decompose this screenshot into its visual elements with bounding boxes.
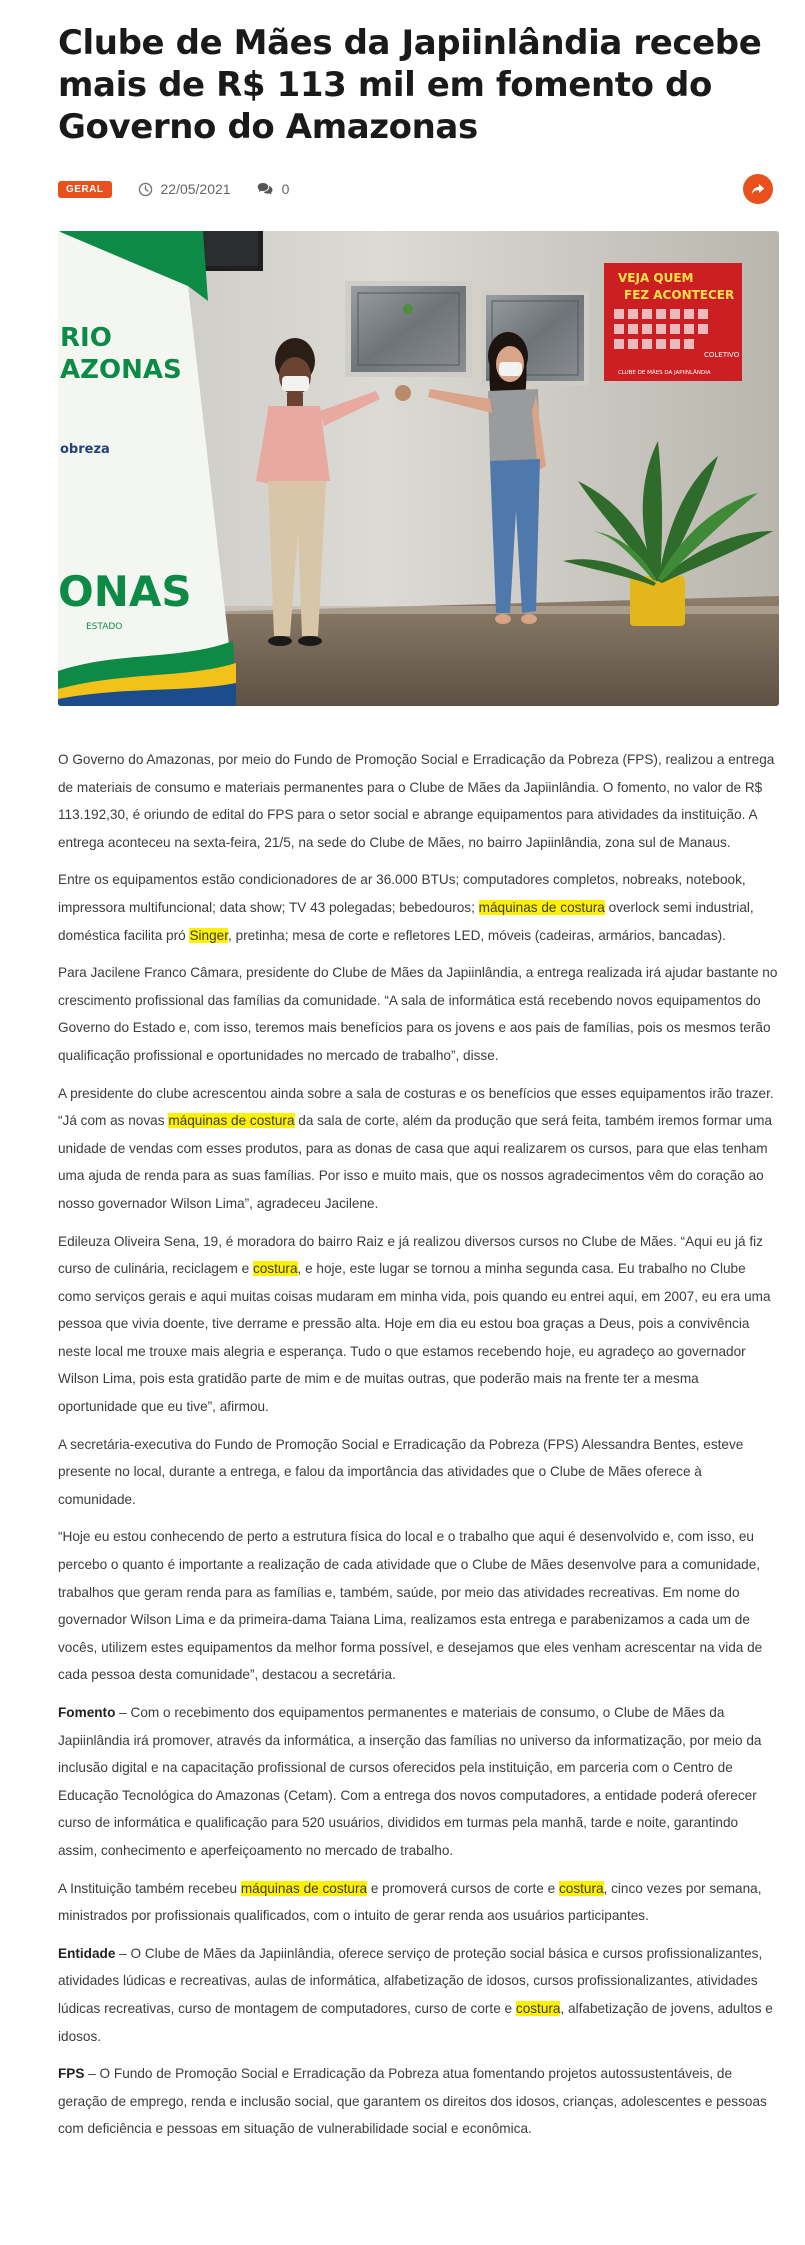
highlight: máquinas de costura xyxy=(240,1880,368,1896)
svg-text:FEZ ACONTECER: FEZ ACONTECER xyxy=(624,288,735,302)
svg-text:CLUBE DE MÃES DA JAPIINLÂNDIA: CLUBE DE MÃES DA JAPIINLÂNDIA xyxy=(618,370,711,376)
article-meta xyxy=(58,172,779,206)
comments-icon xyxy=(257,182,274,196)
svg-text:ESTADO: ESTADO xyxy=(86,622,123,632)
highlight: máquinas de costura xyxy=(168,1113,295,1129)
highlight: costura xyxy=(515,2000,561,2016)
lead-fps: FPS xyxy=(58,2066,85,2082)
paragraph-3: Para Jacilene Franco Câmara, presidente do Clube de Mães da Japiinlândia, a entrega realizada irá ajudar bastante no crescimento profissional das famílias da comunidade. “A sala de informática está recebendo novos equipamentos do Governo do Estado e, com isso, teremos mais benefícios para os jovens e aos pais de famílias, pois os mesmos terão qualificação profissional e oportunidades no mercado de trabalho”, disse. xyxy=(58,965,778,1063)
date-meta xyxy=(138,181,231,197)
lead-fomento: Fomento xyxy=(58,1705,116,1720)
paragraph-1: O Governo do Amazonas, por meio do Fundo de Promoção Social e Erradicação da Pobreza (FPS), realizou a entrega de materiais de consumo e materiais permanentes para o Clube de Mães da Japiinlândia. O fomento, no valor de R$ 113.192,30, é oriundo de edital do FPS para o setor social e abrange equipamentos para atividades da instituição. A entrega aconteceu na sexta-feira, 21/5, na sede do Clube de Mães, no bairro Japiinlândia, zona sul de Manaus. xyxy=(58,752,775,850)
comments-count: 0 xyxy=(281,181,290,197)
svg-text:VEJA QUEM: VEJA QUEM xyxy=(618,271,694,285)
article-title: Clube de Mães da Japiinlândia recebe mais de R$ 113 mil em fomento do Governo do Amazonas xyxy=(58,23,762,147)
svg-text:obreza: obreza xyxy=(60,442,110,457)
paragraph-9: A Instituição também recebeu máquinas de costura e promoverá cursos de corte e costura, cinco vezes por semana, ministrados por profissionais qualificados, com o intuito de gerar renda aos usuários participantes. xyxy=(58,1880,762,1924)
paragraph-5: Edileuza Oliveira Sena, 19, é moradora do bairro Raiz e já realizou diversos cursos no Clube de Mães. “Aqui eu já fiz curso de culinária, reciclagem e costura, e hoje, este lugar se tornou a minha segunda casa. Eu trabalho no Clube como serviços gerais e aqui muitas coisas mudaram em minha vida, pois quando eu entrei aqui, em 2007, eu era uma pessoa que vivia doente, tive derrame e pressão alta. Hoje em dia eu estou boa graças a Deus, pois a convivência neste local me trouxe mais alegria e esperança. Tudo o que estamos recebendo hoje, eu agradeço ao governador Wilson Lima, pois esta gratidão parte de mim e de muitas outras, que poderão mais na frente ter a mesma oportunidade que eu tive”, afirmou. xyxy=(58,1233,771,1415)
article-body xyxy=(58,746,779,2143)
publish-date: 22/05/2021 xyxy=(160,181,231,197)
highlight: Singer xyxy=(189,927,229,943)
highlight: costura xyxy=(252,1261,298,1277)
clock-icon xyxy=(138,182,153,197)
paragraph-4: A presidente do clube acrescentou ainda sobre a sala de costuras e os benefícios que esses equipamentos irão trazer. “Já com as novas máquinas de costura da sala de corte, além da produção que será feita, também iremos formar uma unidade de vendas com esses produtos, para as donas de casa que aqui realizarem os cursos, para que elas tenham uma ajuda de renda para as suas famílias. Por isso e muito mais, que os nossos agradecimentos vêm do coração ao nosso governador Wilson Lima”, agradeceu Jacilene. xyxy=(58,1085,774,1211)
paragraph-7: “Hoje eu estou conhecendo de perto a estrutura física do local e o trabalho que aqui é desenvolvido e, com isso, eu percebo o quanto é importante a realização de cada atividade que o Clube de Mães desenvolve para a comunidade, trabalhos que geram renda para as famílias e, também, saúde, por meio das atividades recreativas. Em nome do governador Wilson Lima e da primeira-dama Taiana Lima, realizamos esta entrega e parabenizamos a cada um de vocês, utilizem estes equipamentos da melhor forma possível, e desejamos que eles venham acrescentar na vida de cada pessoa desta comunidade”, destacou a secretária. xyxy=(58,1529,763,1683)
share-icon xyxy=(751,183,765,196)
paragraph-6: A secretária-executiva do Fundo de Promoção Social e Erradicação da Pobreza (FPS) Alessandra Bentes, esteve presente no local, durante a entrega, e falou da importância das atividades que o Clube de Mães oferece à comunidade. xyxy=(58,1436,744,1507)
paragraph-8: Fomento – Com o recebimento dos equipamentos permanentes e materiais de consumo, o Clube de Mães da Japiinlândia irá promover, através da informática, a inserção das famílias no universo da informatização, por meio da inclusão digital e na capacitação profissional de cursos oferecidos pela instituição, em parceria com o Centro de Educação Tecnológica do Amazonas (Cetam). Com a entrega dos novos computadores, a entidade poderá oferecer curso de informática e qualificação para 520 usuários, divididos em turmas pela manhã, tarde e noite, garantindo assim, conhecimento e aperfeiçoamento no mercado de trabalho. xyxy=(58,1705,762,1858)
category-badge[interactable]: GERAL xyxy=(58,181,112,198)
share-button[interactable] xyxy=(743,174,773,204)
svg-text:AZONAS: AZONAS xyxy=(60,355,182,385)
article-photo xyxy=(58,231,779,706)
lead-entidade: Entidade xyxy=(58,1945,116,1961)
comments-meta[interactable] xyxy=(257,181,290,197)
svg-text:RIO: RIO xyxy=(60,323,112,353)
svg-text:ONAS: ONAS xyxy=(58,567,192,616)
highlight: costura xyxy=(558,1880,604,1896)
paragraph-11: FPS – O Fundo de Promoção Social e Erradicação da Pobreza atua fomentando projetos autossustentáveis, de geração de emprego, renda e inclusão social, que garantem os direitos dos idosos, crianças, adolescentes e pessoas com deficiência e pessoas em situação de vulnerabilidade social e econômica. xyxy=(58,2066,767,2137)
highlight: máquinas de costura xyxy=(478,899,605,915)
photo-poster xyxy=(604,263,742,381)
photo-plaque-left xyxy=(345,281,472,377)
svg-text:COLETIVO: COLETIVO xyxy=(704,351,740,359)
article xyxy=(58,22,779,2143)
paragraph-2: Entre os equipamentos estão condicionadores de ar 36.000 BTUs; computadores completos, nobreaks, notebook, impressora multifuncional; data show; TV 43 polegadas; bebedouros; máquinas de costura overlock semi industrial, doméstica facilita pró Singer, pretinha; mesa de corte e refletores LED, móveis (cadeiras, armários, bancadas). xyxy=(58,872,754,943)
paragraph-10: Entidade – O Clube de Mães da Japiinlândia, oferece serviço de proteção social básica e cursos profissionalizantes, atividades lúdicas e recreativas, aulas de informática, alfabetização de idosos, cursos profissionalizantes, atividades lúdicas recreativas, curso de montagem de computadores, curso de corte e costura, alfabetização de jovens, adultos e idosos. xyxy=(58,1945,773,2044)
